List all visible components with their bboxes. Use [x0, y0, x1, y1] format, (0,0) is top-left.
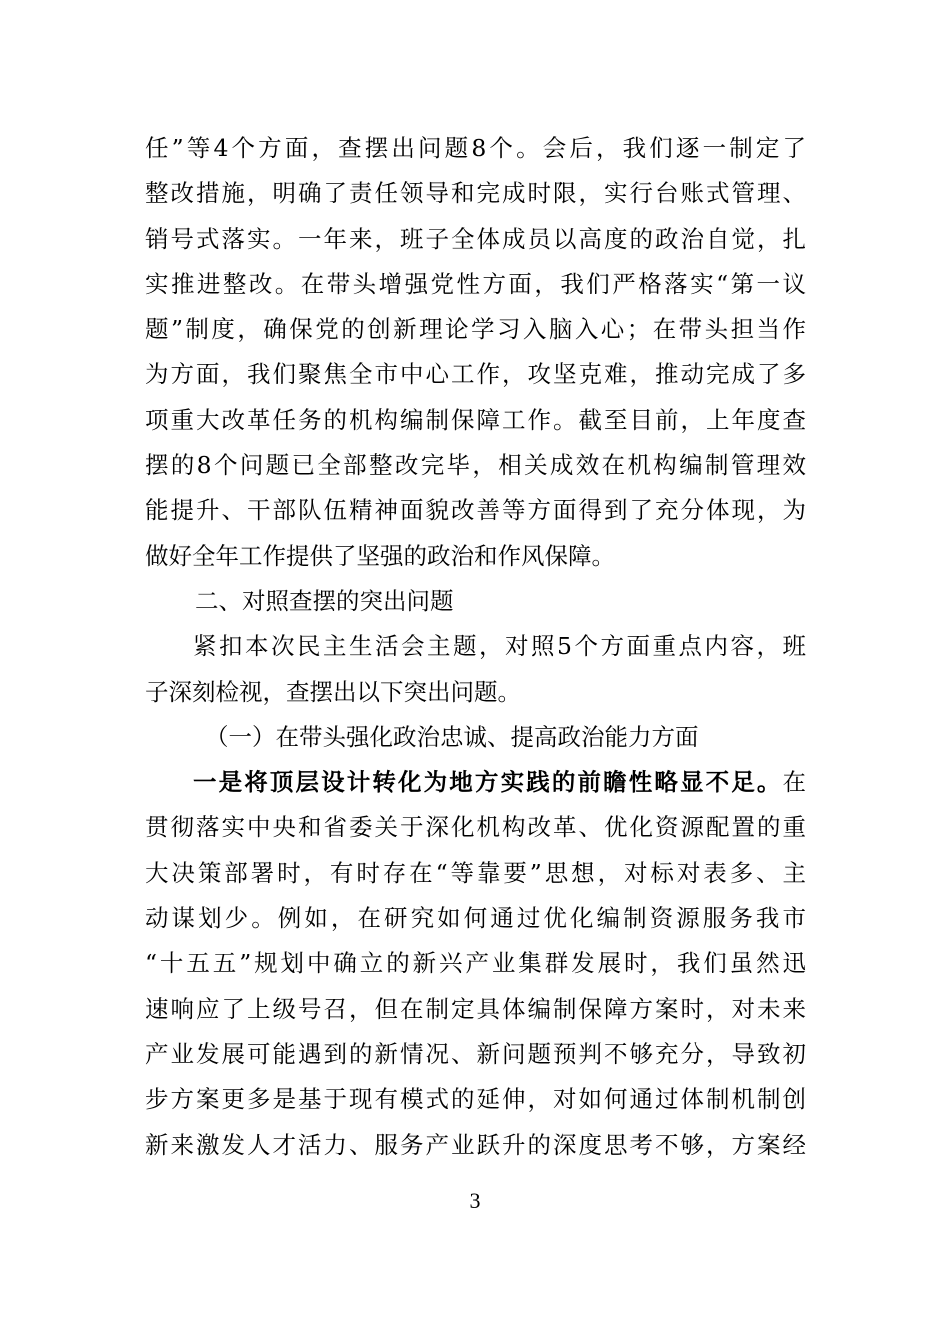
paragraph-line: 项重大改革任务的机构编制保障工作。截至目前，上年度查: [145, 405, 806, 434]
point-line: 速响应了上级号召，但在制定具体编制保障方案时，对未来: [145, 994, 806, 1023]
page-number: 3: [469, 1188, 481, 1213]
paragraph-line: 实推进整改。在带头增强党性方面，我们严格落实“第一议: [145, 269, 806, 298]
paragraph-line: 整改措施，明确了责任领导和完成时限，实行台账式管理、: [145, 179, 806, 208]
point-title: 一是将顶层设计转化为地方实践的前瞻性略显不足。: [193, 768, 783, 797]
point-line: 动谋划少。例如，在研究如何通过优化编制资源服务我市: [145, 904, 806, 933]
intro-line: 子深刻检视，查摆出以下突出问题。: [145, 677, 521, 706]
subsection-heading: （一）在带头强化政治忠诚、提高政治能力方面: [205, 722, 699, 751]
paragraph-line: 题”制度，确保党的创新理论学习入脑入心；在带头担当作: [145, 315, 806, 344]
document-body: [145, 126, 806, 1168]
point-line: 大决策部署时，有时存在“等靠要”思想，对标对表多、主: [145, 858, 806, 887]
paragraph-line: 能提升、干部队伍精神面貌改善等方面得到了充分体现，为: [145, 496, 806, 525]
point-line: 贯彻落实中央和省委关于深化机构改革、优化资源配置的重: [145, 813, 806, 842]
point-line: 步方案更多是基于现有模式的延伸，对如何通过体制机制创: [145, 1085, 806, 1114]
point-line: “十五五”规划中确立的新兴产业集群发展时，我们虽然迅: [145, 949, 806, 978]
paragraph-line: 销号式落实。一年来，班子全体成员以高度的政治自觉，扎: [145, 224, 806, 253]
paragraph-line: 任”等4个方面，查摆出问题8个。会后，我们逐一制定了: [145, 134, 806, 162]
paragraph-line: 摆的8个问题已全部整改完毕，相关成效在机构编制管理效: [145, 451, 806, 480]
point-text: 在: [782, 768, 806, 797]
point-line: 新来激发人才活力、服务产业跃升的深度思考不够，方案经: [145, 1130, 806, 1159]
paragraph-line: 做好全年工作提供了坚强的政治和作风保障。: [145, 541, 615, 570]
point-first-line: [145, 760, 806, 805]
paragraph-line: 为方面，我们聚焦全市中心工作，攻坚克难，推动完成了多: [145, 360, 806, 389]
intro-line: 紧扣本次民主生活会主题，对照5个方面重点内容，班: [193, 632, 806, 661]
section-heading: 二、对照查摆的突出问题: [195, 586, 454, 615]
point-line: 产业发展可能遇到的新情况、新问题预判不够充分，导致初: [145, 1039, 806, 1068]
